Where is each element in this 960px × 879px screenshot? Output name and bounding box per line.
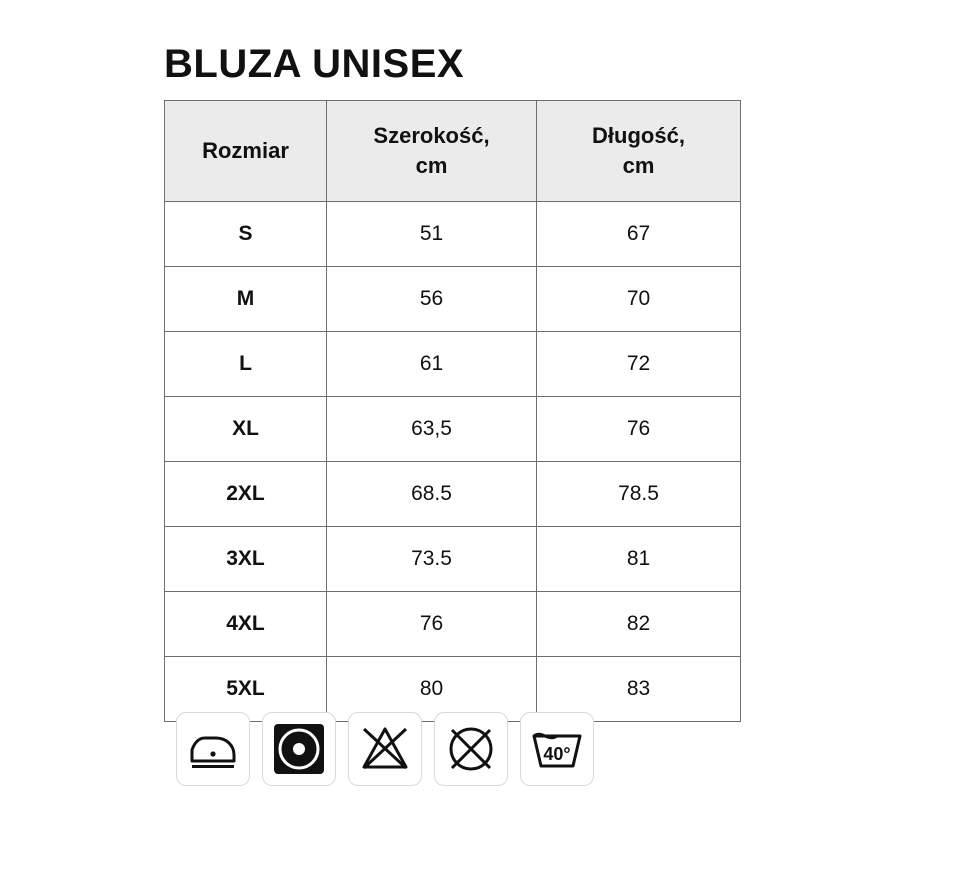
cell-length: 72: [537, 332, 741, 397]
cell-size: L: [165, 332, 327, 397]
cell-size: XL: [165, 397, 327, 462]
cell-width: 63,5: [327, 397, 537, 462]
page-title: BLUZA UNISEX: [164, 42, 465, 86]
column-header-size-line1: Rozmiar: [202, 138, 289, 164]
table-row: [165, 267, 741, 332]
cell-width: 51: [327, 202, 537, 267]
cell-size: 3XL: [165, 527, 327, 592]
size-table: [164, 100, 741, 722]
cell-size: S: [165, 202, 327, 267]
iron-low-heat-icon: [176, 712, 250, 786]
cell-length: 83: [537, 657, 741, 722]
wash-temperature-label: 40°: [543, 744, 571, 764]
cell-width: 61: [327, 332, 537, 397]
cell-length: 81: [537, 527, 741, 592]
table-row: [165, 592, 741, 657]
table-body: [165, 202, 741, 722]
tumble-dry-icon: [262, 712, 336, 786]
table-row: [165, 397, 741, 462]
table-row: [165, 527, 741, 592]
cell-width: 68.5: [327, 462, 537, 527]
care-symbols: [176, 712, 594, 786]
wash-40-icon: [520, 712, 594, 786]
cell-size: M: [165, 267, 327, 332]
cell-width: 73.5: [327, 527, 537, 592]
do-not-bleach-icon: [348, 712, 422, 786]
table-header: [165, 101, 741, 202]
table-row: [165, 202, 741, 267]
cell-length: 76: [537, 397, 741, 462]
cell-width: 56: [327, 267, 537, 332]
cell-width: 80: [327, 657, 537, 722]
cell-width: 76: [327, 592, 537, 657]
do-not-dry-clean-icon: [434, 712, 508, 786]
table-row: [165, 332, 741, 397]
column-header-length-line2: cm: [622, 153, 655, 178]
table-row: [165, 462, 741, 527]
cell-size: 2XL: [165, 462, 327, 527]
column-header-size: [165, 101, 327, 202]
column-header-length: [537, 101, 741, 202]
column-header-width-line1: Szerokość,: [373, 123, 490, 149]
column-header-length-line1: Długość,: [592, 123, 685, 149]
table-header-row: [165, 101, 741, 202]
cell-length: 67: [537, 202, 741, 267]
column-header-width-line2: cm: [415, 153, 448, 178]
cell-length: 70: [537, 267, 741, 332]
cell-size: 4XL: [165, 592, 327, 657]
cell-length: 82: [537, 592, 741, 657]
cell-size: 5XL: [165, 657, 327, 722]
cell-length: 78.5: [537, 462, 741, 527]
column-header-width: [327, 101, 537, 202]
